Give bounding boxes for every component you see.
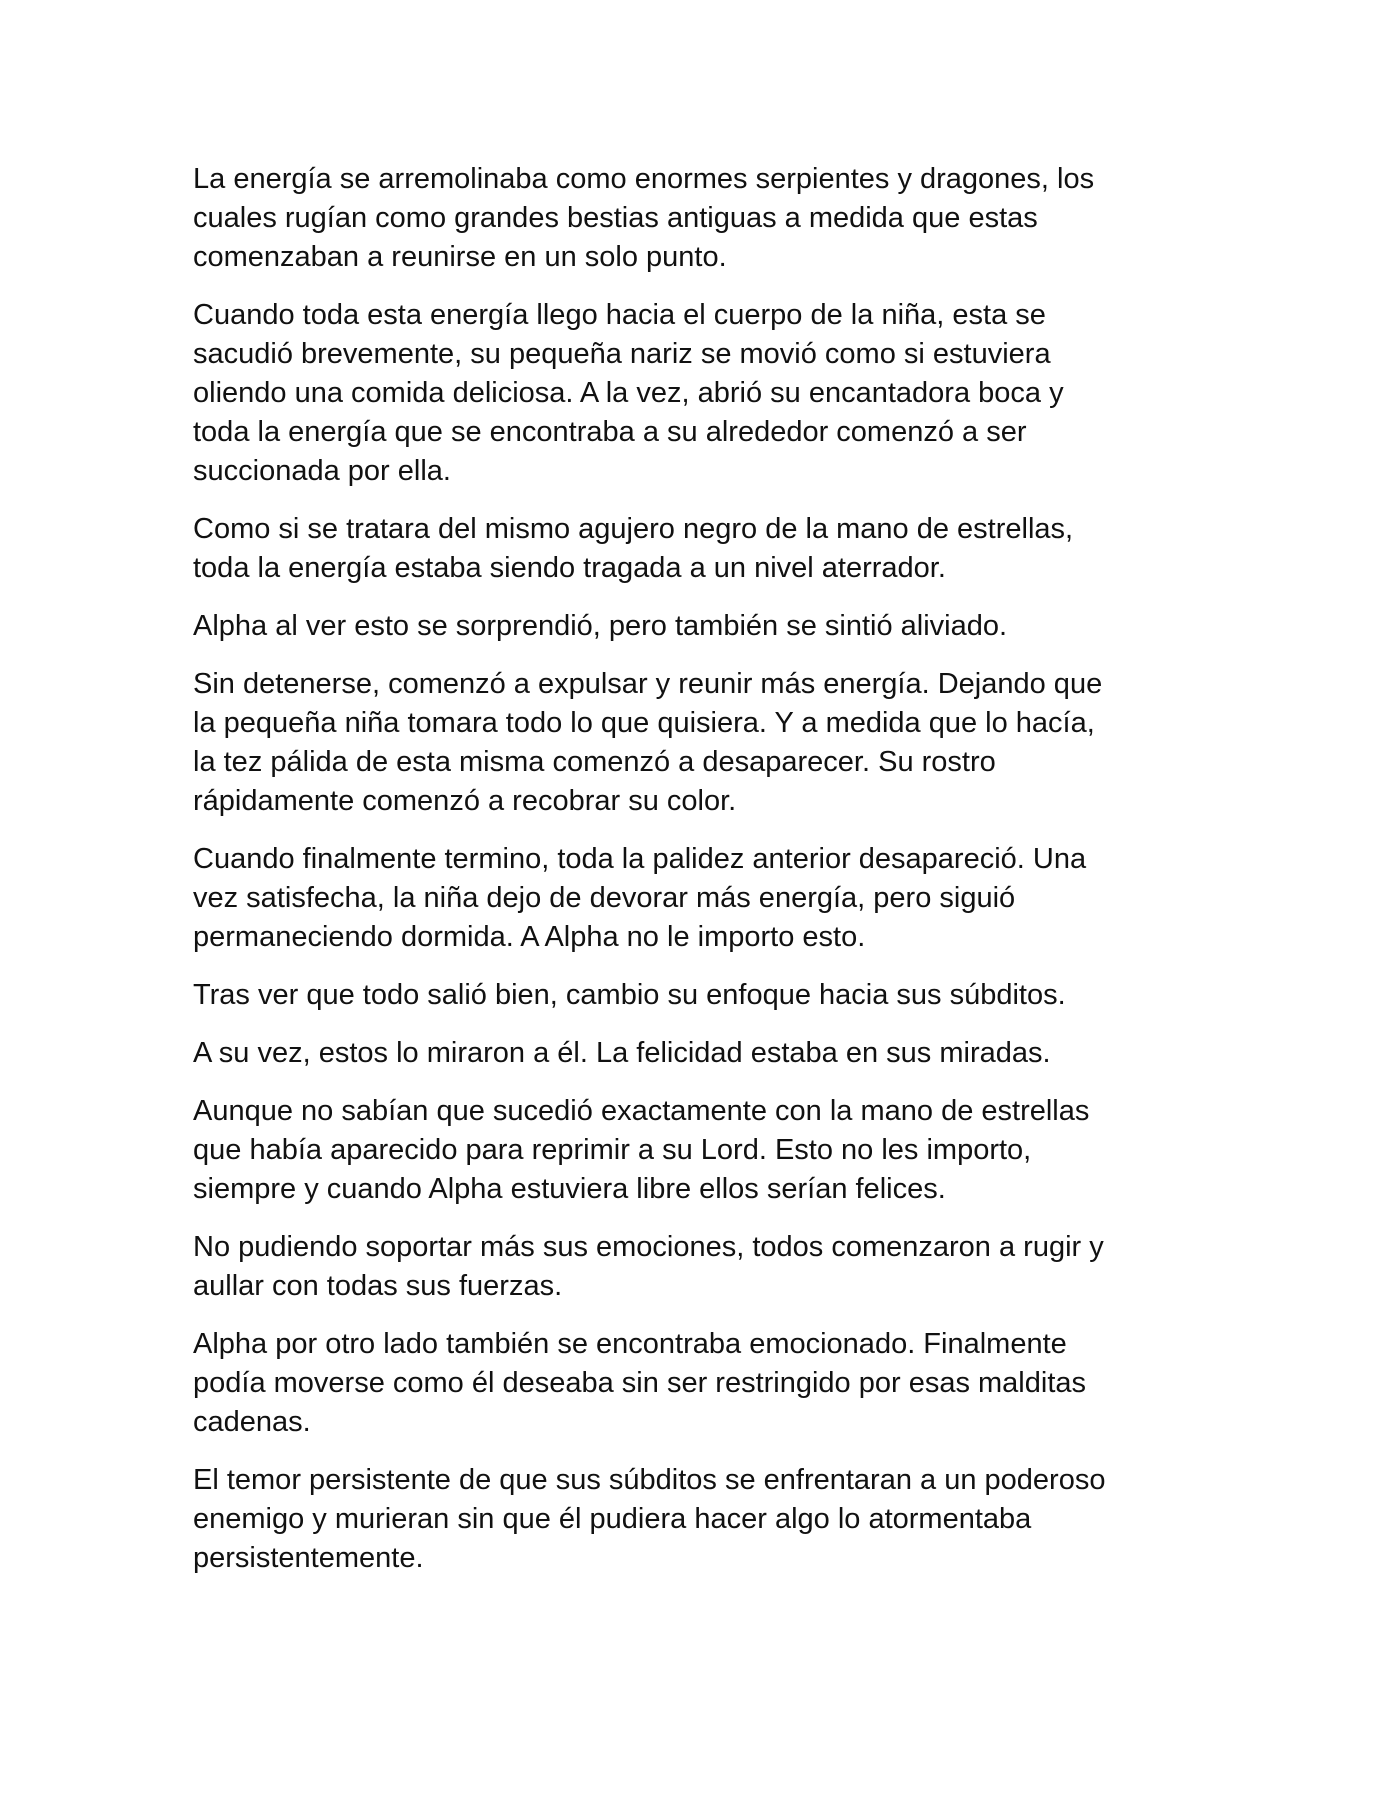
paragraph: Aunque no sabían que sucedió exactamente con la mano de estrellas que había aparecido para reprimir a su Lord. Esto no les importo, siempre y cuando Alpha estuviera libre ellos serían felices. [193, 1095, 1090, 1205]
document-body [193, 160, 1223, 1597]
paragraph: Alpha por otro lado también se encontraba emocionado. Finalmente podía moverse como él deseaba sin ser restringido por esas malditas cadenas. [193, 1328, 1087, 1438]
paragraph: Cuando finalmente termino, toda la palidez anterior desapareció. Una vez satisfecha, la niña dejo de devorar más energía, pero siguió permaneciendo dormida. A Alpha no le importo esto. [193, 843, 1087, 953]
paragraph: Sin detenerse, comenzó a expulsar y reunir más energía. Dejando que la pequeña niña tomara todo lo que quisiera. Y a medida que lo hacía, la tez pálida de esta misma comenzó a desaparecer. Su rostro rápidamente comenzó a recobrar su color. [193, 668, 1103, 817]
paragraph: Como si se tratara del mismo agujero negro de la mano de estrellas, toda la energía estaba siendo tragada a un nivel aterrador. [193, 513, 1074, 584]
paragraph: A su vez, estos lo miraron a él. La felicidad estaba en sus miradas. [193, 1037, 1051, 1069]
paragraph: La energía se arremolinaba como enormes serpientes y dragones, los cuales rugían como grandes bestias antiguas a medida que estas comenzaban a reunirse en un solo punto. [193, 163, 1095, 273]
paragraph: Alpha al ver esto se sorprendió, pero también se sintió aliviado. [193, 610, 1008, 642]
paragraph: No pudiendo soportar más sus emociones, todos comenzaron a rugir y aullar con todas sus fuerzas. [193, 1231, 1104, 1302]
paragraph: El temor persistente de que sus súbditos se enfrentaran a un poderoso enemigo y murieran sin que él pudiera hacer algo lo atormentaba persistentemente. [193, 1464, 1106, 1574]
paragraph: Tras ver que todo salió bien, cambio su enfoque hacia sus súbditos. [193, 979, 1066, 1011]
paragraph: Cuando toda esta energía llego hacia el cuerpo de la niña, esta se sacudió brevemente, su pequeña nariz se movió como si estuviera oliendo una comida deliciosa. A la vez, abrió su encantadora boca y toda la energía que se encontraba a su alrededor comenzó a ser succionada por ella. [193, 299, 1064, 487]
